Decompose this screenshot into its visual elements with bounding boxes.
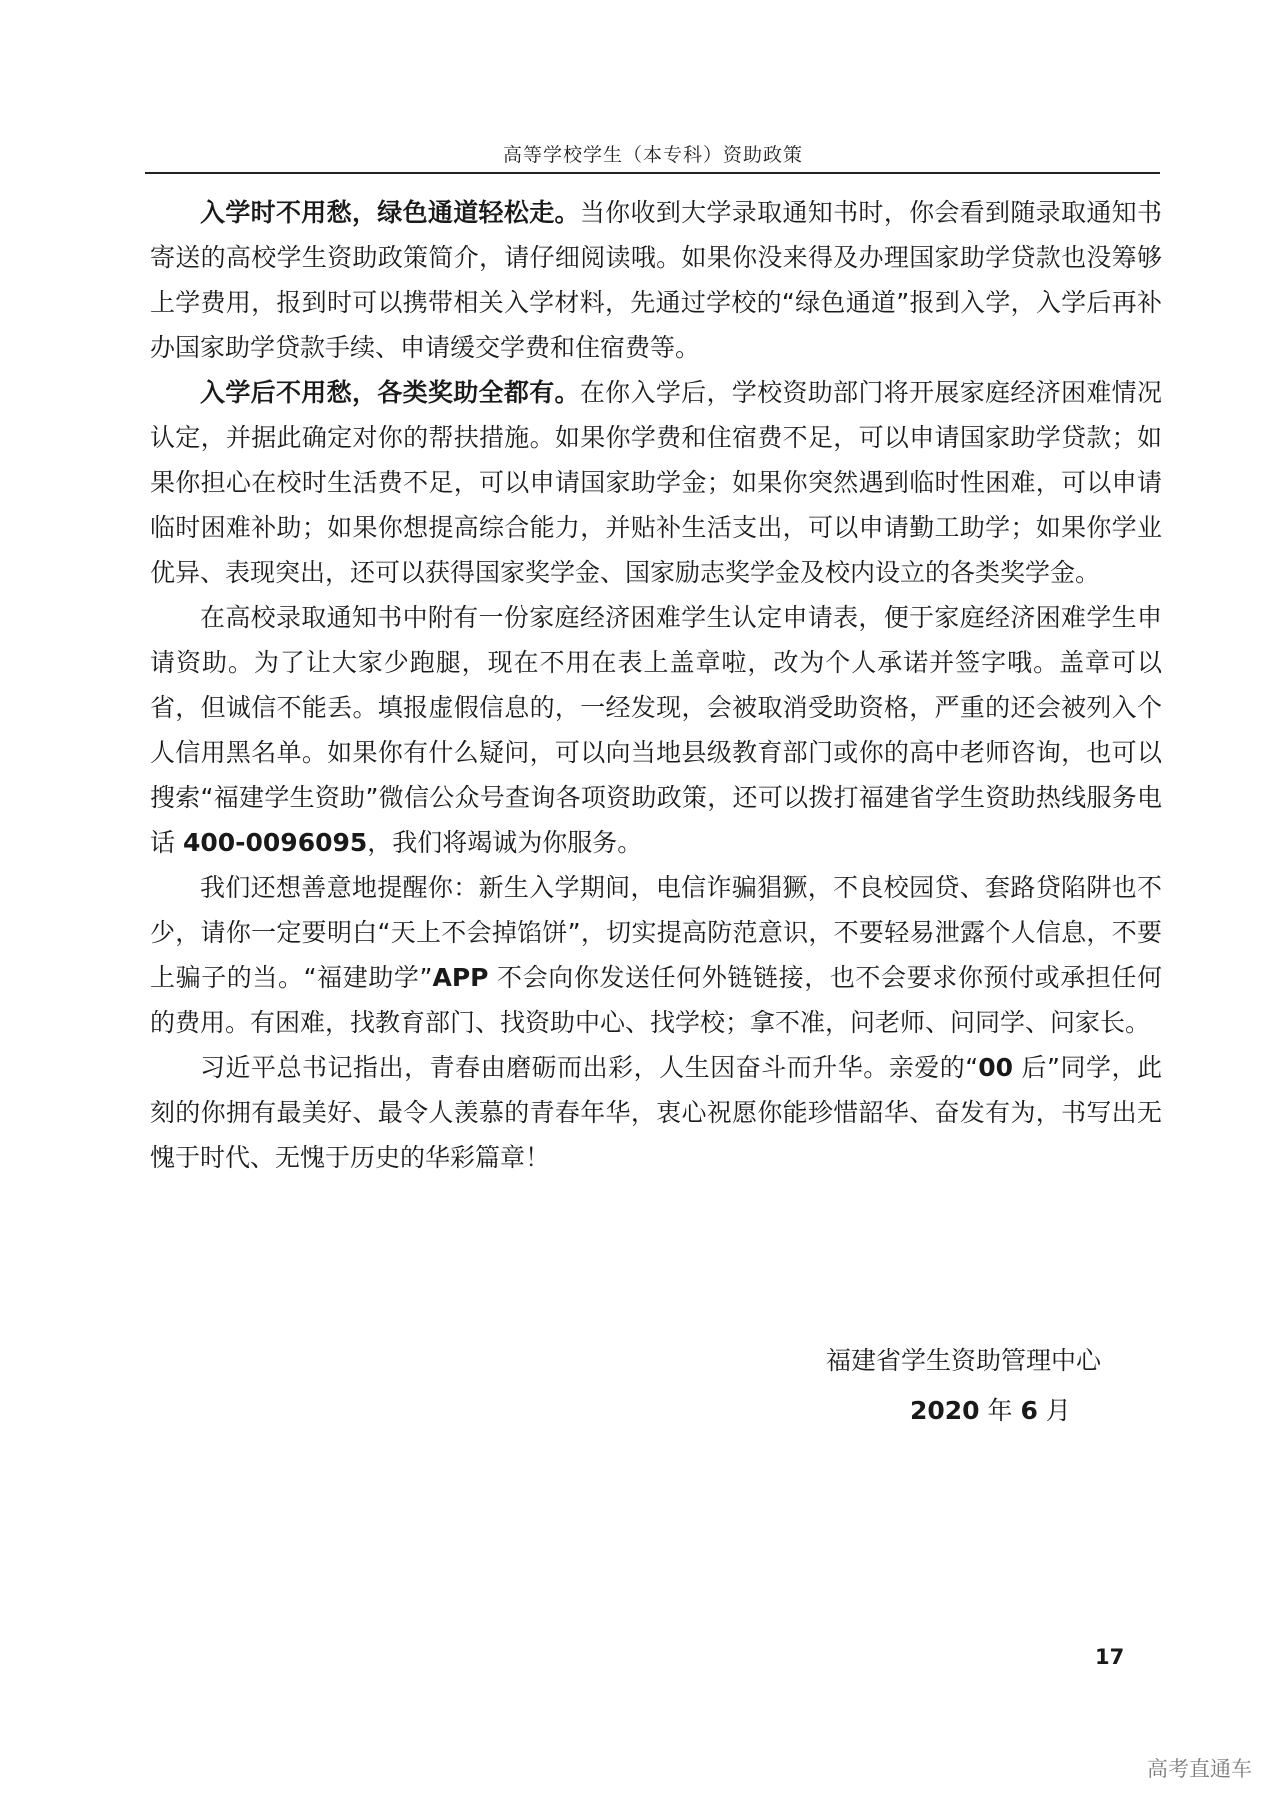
app-label: APP	[432, 963, 489, 992]
paragraph-application-form	[150, 595, 1162, 865]
paragraph-green-channel	[150, 190, 1162, 370]
paragraph-scholarships	[150, 370, 1162, 595]
paragraph-text: 习近平总书记指出，青春由磨砺而出彩，人生因奋斗而升华。亲爱的“	[200, 1053, 979, 1082]
paragraph-text: 在高校录取通知书中附有一份家庭经济困难学生认定申请表，便于家庭经济困难学生申请资助。为了让大家少跑腿，现在不用在表上盖章啦，改为个人承诺并签字哦。盖章可以省，但诚信不能丢。填报虚假信息的，一经发现，会被取消受助资格，严重的还会被列入个人信用黑名单。如果你有什么疑问，可以向当地县级教育部门或你的高中老师咨询，也可以搜索“福建学生资助”微信公众号查询各项资助政策，还可以拨打福建省学生资助热线服务电话	[150, 603, 1162, 857]
paragraph-text: 当你收到大学录取通知书时，你会看到随录取通知书寄送的高校学生资助政策简介，请仔细阅读哦。如果你没来得及办理国家助学贷款也没筹够上学费用，报到时可以携带相关入学材料，先通过学校的“绿色通道”报到入学，入学后再补办国家助学贷款手续、申请缓交学费和住宿费等。	[150, 198, 1162, 362]
signature-date	[800, 1386, 1160, 1436]
paragraph-lead: 入学后不用愁，各类奖助全都有。	[200, 378, 580, 407]
page-number: 17	[1095, 1645, 1125, 1669]
signature-month-unit: 月	[1037, 1396, 1071, 1425]
hotline-phone-number: 400-0096095	[182, 828, 368, 857]
paragraph-text: 我们还想善意地提醒你：新生入学期间，电信诈骗猖獗，不良校园贷、套路贷陷阱也不少，请你一定要明白“天上不会掉馅饼”，切实提高防范意识，不要轻易泄露个人信息，不要上骗子的当。“福建助学”	[150, 873, 1162, 992]
paragraph-text: 在你入学后，学校资助部门将开展家庭经济困难情况认定，并据此确定对你的帮扶措施。如果你学费和住宿费不足，可以申请国家助学贷款；如果你担心在校时生活费不足，可以申请国家助学金；如果你突然遇到临时性困难，可以申请临时困难补助；如果你想提高综合能力，并贴补生活支出，可以申请勤工助学；如果你学业优异、表现突出，还可以获得国家奖学金、国家励志奖学金及校内设立的各类奖学金。	[150, 378, 1162, 587]
header-rule	[145, 172, 1160, 174]
paragraph-text: 后”同学，此刻的你拥有最美好、最令人羡慕的青春年华，衷心祝愿你能珍惜韶华、奋发有为，书写出无愧于时代、无愧于历史的华彩篇章！	[150, 1053, 1162, 1172]
signature-organization: 福建省学生资助管理中心	[826, 1346, 1102, 1375]
running-header: 高等学校学生（本专科）资助政策	[502, 144, 803, 166]
paragraph-closing	[150, 1045, 1162, 1180]
signature-year: 2020	[910, 1396, 980, 1425]
generation-label: 00	[978, 1053, 1014, 1082]
watermark: 高考直通车	[1147, 1757, 1252, 1781]
signature-month: 6	[1020, 1396, 1038, 1425]
body-text	[150, 190, 1162, 1180]
signature-block	[800, 1336, 1160, 1436]
paragraph-text: 不会向你发送任何外链链接，也不会要求你预付或承担任何的费用。有困难，找教育部门、找资助中心、找学校；拿不准，问老师、问同学、问家长。	[150, 963, 1163, 1037]
paragraph-lead: 入学时不用愁，绿色通道轻松走。	[200, 198, 580, 227]
signature-year-unit: 年	[979, 1396, 1021, 1425]
paragraph-fraud-warning	[150, 865, 1162, 1045]
paragraph-text: ，我们将竭诚为你服务。	[367, 828, 643, 857]
